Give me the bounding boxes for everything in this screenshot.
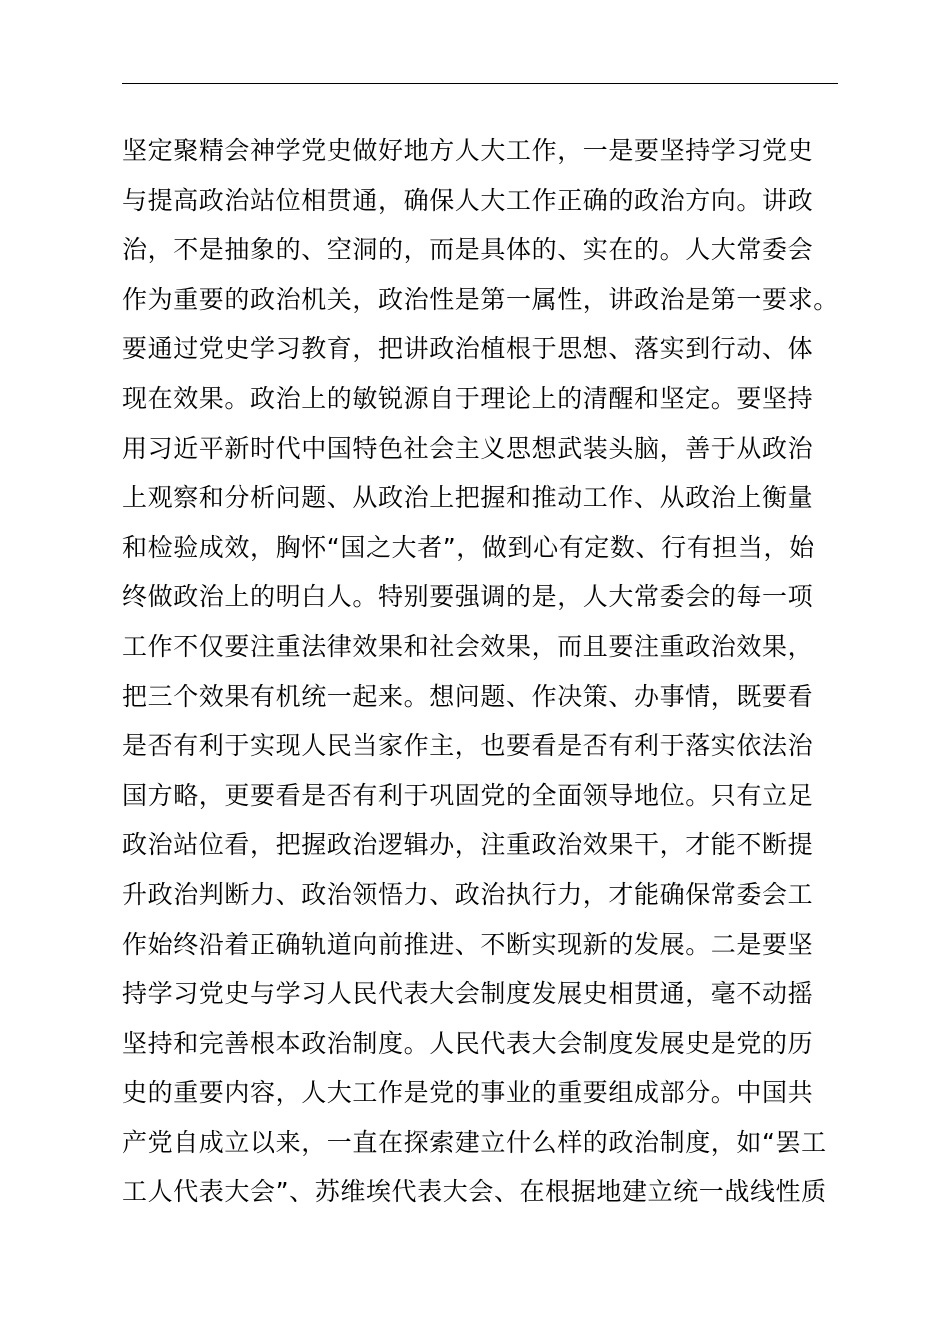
text-line: 国方略，更要看是否有利于巩固党的全面领导地位。只有立足: [122, 780, 814, 810]
text-line: 作始终沿着正确轨道向前推进、不断实现新的发展。二是要坚: [122, 929, 814, 959]
text-line: 用习近平新时代中国特色社会主义思想武装头脑，善于从政治: [122, 433, 814, 463]
text-line: 把三个效果有机统一起来。想问题、作决策、办事情，既要看: [122, 681, 814, 711]
text-line: 工作不仅要注重法律效果和社会效果，而且要注重政治效果，: [122, 631, 814, 661]
text-line: 持学习党史与学习人民代表大会制度发展史相贯通，毫不动摇: [122, 979, 814, 1009]
text-line: 现在效果。政治上的敏锐源自于理论上的清醒和坚定。要坚持: [122, 383, 814, 413]
text-line: 作为重要的政治机关，政治性是第一属性，讲政治是第一要求。: [122, 284, 839, 314]
text-line: 产党自成立以来，一直在探索建立什么样的政治制度，如“罢工: [122, 1127, 827, 1157]
text-line: 要通过党史学习教育，把讲政治植根于思想、落实到行动、体: [122, 334, 814, 364]
header-rule: [122, 83, 838, 84]
text-line: 工人代表大会”、苏维埃代表大会、在根据地建立统一战线性质: [122, 1177, 827, 1207]
text-line: 升政治判断力、政治领悟力、政治执行力，才能确保常委会工: [122, 879, 814, 909]
text-line: 和检验成效，胸怀“国之大者”，做到心有定数、行有担当，始: [122, 532, 815, 562]
text-line: 终做政治上的明白人。特别要强调的是，人大常委会的每一项: [122, 582, 814, 612]
text-line: 史的重要内容，人大工作是党的事业的重要组成部分。中国共: [122, 1078, 814, 1108]
text-line: 治，不是抽象的、空洞的，而是具体的、实在的。人大常委会: [122, 235, 814, 265]
body-paragraph: [122, 126, 862, 1217]
text-line: 是否有利于实现人民当家作主，也要看是否有利于落实依法治: [122, 731, 814, 761]
text-line: 坚持和完善根本政治制度。人民代表大会制度发展史是党的历: [122, 1028, 814, 1058]
text-line: 上观察和分析问题、从政治上把握和推动工作、从政治上衡量: [122, 483, 814, 513]
text-line: 与提高政治站位相贯通，确保人大工作正确的政治方向。讲政: [122, 185, 814, 215]
text-line: 政治站位看，把握政治逻辑办，注重政治效果干，才能不断提: [122, 830, 814, 860]
text-line: 坚定聚精会神学党史做好地方人大工作，一是要坚持学习党史: [122, 136, 814, 165]
